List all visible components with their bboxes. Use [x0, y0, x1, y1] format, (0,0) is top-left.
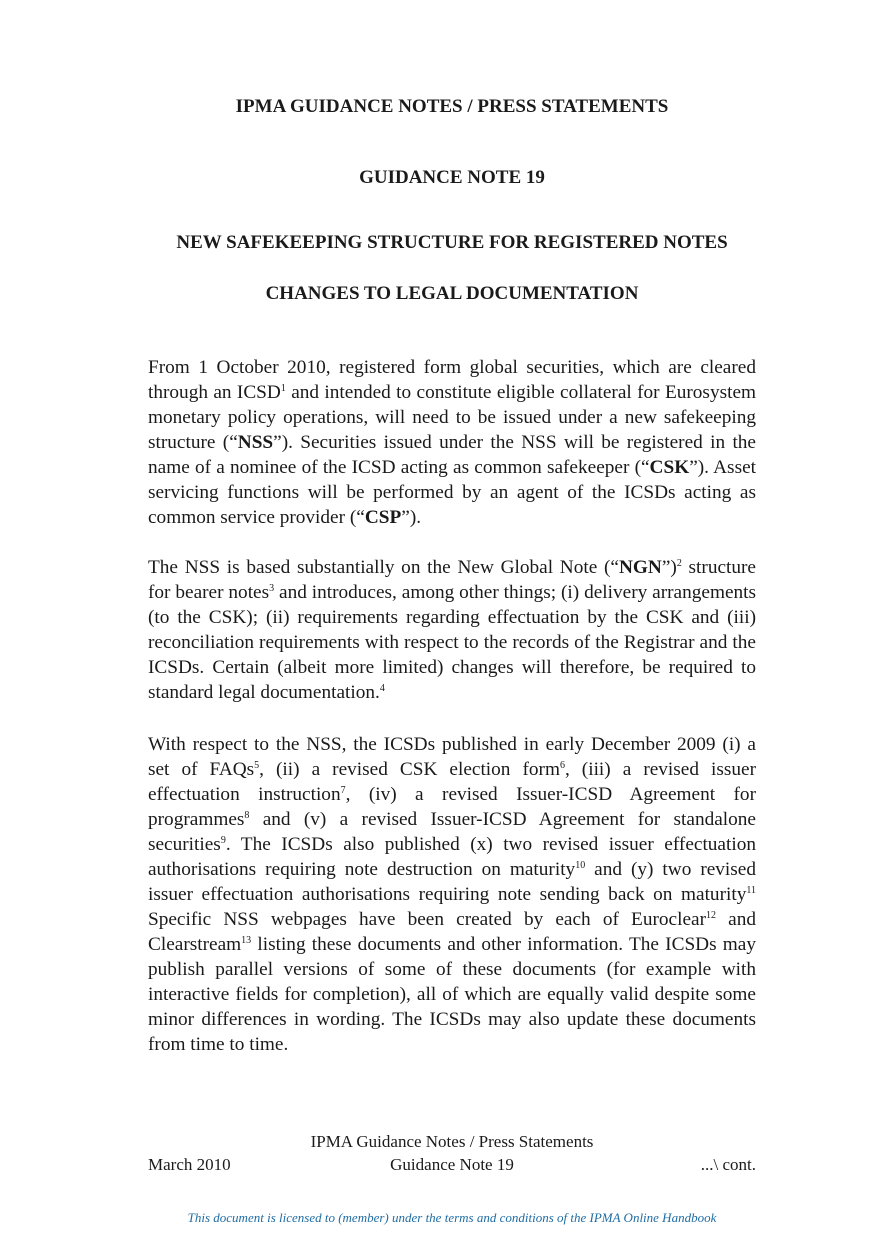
- footnote-ref: 1: [280, 383, 286, 394]
- footnote-ref: 11: [746, 885, 756, 896]
- footnote-ref: 7: [340, 785, 346, 796]
- footnote-ref: 3: [269, 583, 275, 594]
- document-subtitle: CHANGES TO LEGAL DOCUMENTATION: [265, 283, 639, 304]
- document-title: IPMA GUIDANCE NOTES / PRESS STATEMENTS: [235, 96, 669, 117]
- footer-continued: ...\ cont.: [700, 1155, 756, 1174]
- defined-term: NSS: [237, 432, 274, 453]
- footnote-ref: 2: [676, 558, 682, 569]
- paragraph-icsd-publications: With respect to the NSS, the ICSDs published in early December 2009 (i) a set of FAQs$^5$, (ii) a revised CSK election form$^6$, (iii) a revised issuer effectuation instruction$^7$, (iv) a revised Issuer-ICSD Agreement for programmes$^8$ and (v) a revised Issuer-ICSD Agreement for standalone securities$^9$. The ICSDs also published (x) two revised issuer effectuation authorisations requiring note destruction on maturity$^{10}$ and (y) two revised issuer effectuation authorisations requiring note sending back on maturity$^{11}$ Specific NSS webpages have been created by each of Euroclear$^{12}$ and Clearstream$^{13}$ listing these documents and other information. The ICSDs may publish parallel versions of some of these documents (for example with interactive fields for completion), all of which are equally valid despite some minor differences in wording. The ICSDs may also update these documents from time to time.: [148, 734, 756, 1055]
- footnote-ref: 12: [706, 910, 716, 921]
- defined-term: CSK: [649, 457, 690, 478]
- footer-note-ref: Guidance Note 19: [390, 1155, 514, 1174]
- footnote-ref: 5: [254, 760, 260, 771]
- defined-term: CSP: [364, 507, 402, 528]
- footnote-ref: 9: [220, 835, 226, 846]
- defined-term: NGN: [618, 557, 662, 578]
- footer-publication: IPMA Guidance Notes / Press Statements: [310, 1132, 594, 1151]
- guidance-note-number: GUIDANCE NOTE 19: [359, 167, 545, 188]
- paragraph-nss-intro: From 1 October 2010, registered form global securities, which are cleared through an ICSD$^1$ and intended to constitute eligible collateral for Eurosystem monetary policy operations, will need to be issued under a new safekeeping structure (“NSS”). Securities issued under the NSS will be registered in the name of a nominee of the ICSD acting as common safekeeper (“CSK”). Asset servicing functions will be performed by an agent of the ICSDs acting as common service provider (“CSP”).: [148, 357, 756, 528]
- footnote-ref: 6: [559, 760, 565, 771]
- footnote-ref: 4: [379, 683, 385, 694]
- footnote-ref: 8: [244, 810, 250, 821]
- document-subject: NEW SAFEKEEPING STRUCTURE FOR REGISTERED NOTES: [176, 232, 728, 253]
- footnote-ref: 13: [241, 935, 252, 946]
- paragraph-nss-basis: The NSS is based substantially on the New Global Note (“NGN”)$^2$ structure for bearer notes$^3$ and introduces, among other things; (i) delivery arrangements (to the CSK); (ii) requirements regarding effectuation by the CSK and (iii) reconciliation requirements with respect to the records of the Registrar and the ICSDs. Certain (albeit more limited) changes will therefore, be required to standard legal documentation.$^4$: [148, 557, 757, 703]
- license-notice: This document is licensed to (member) under the terms and conditions of the IPMA Online Handbook: [187, 1210, 717, 1225]
- footer-date: March 2010: [148, 1155, 231, 1174]
- footnote-ref: 10: [575, 860, 586, 871]
